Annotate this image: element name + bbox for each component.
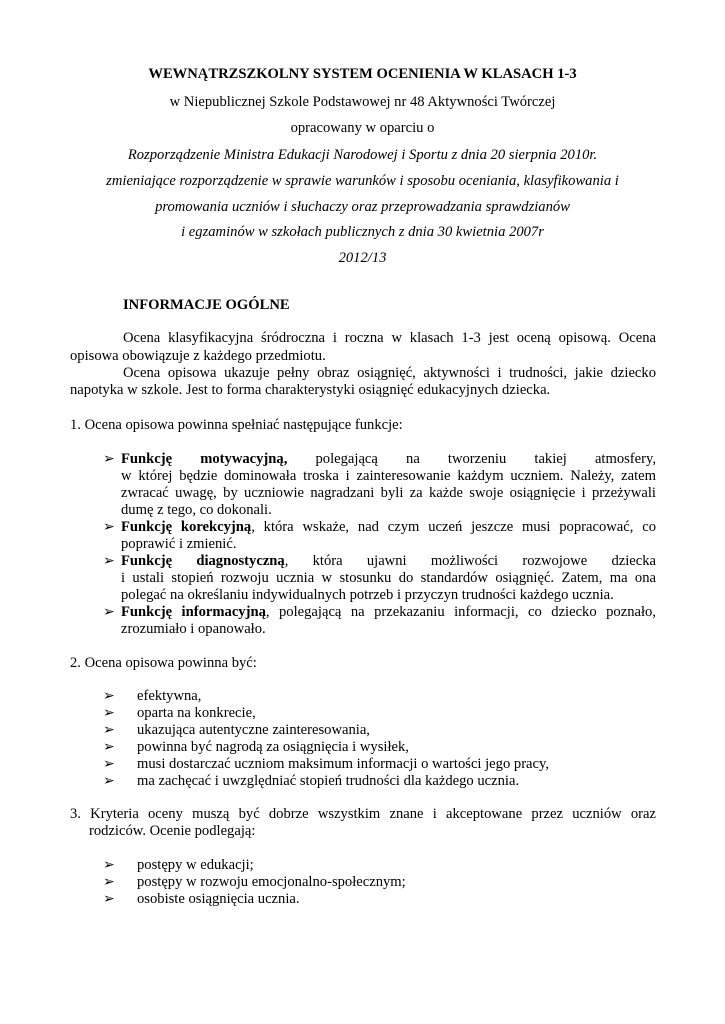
school-name: w Niepublicznej Szkole Podstawowej nr 48 Aktywności Twórczej	[169, 94, 556, 110]
arrow-bullet-icon: ➢	[103, 706, 115, 721]
point-3-heading-line-2: rodziców. Ocenie podlegają:	[89, 823, 256, 839]
function-motivational-line-1	[121, 451, 656, 469]
function-corrective-line-2: poprawić i zmienić.	[121, 536, 237, 552]
function-term: Funkcję diagnostyczną	[121, 553, 285, 569]
intro-line-1: Ocena klasyfikacyjna śródroczna i roczna w klasach 1-3 jest oceną opisową. Ocena	[123, 330, 656, 346]
document-title: WEWNĄTRZSZKOLNY SYSTEM OCENIENIA W KLASACH 1-3	[148, 66, 577, 82]
function-corrective-line-1	[121, 519, 656, 537]
function-diagnostic-line-2: i ustali stopień rozwoju ucznia w stosunku do standardów osiągnięć. Zatem, ma ona	[121, 570, 656, 586]
function-desc: polegającą na tworzeniu takiej atmosfery,	[315, 451, 657, 467]
arrow-bullet-icon: ➢	[103, 605, 115, 620]
function-diagnostic-line-1	[121, 553, 656, 571]
function-diagnostic-line-3: polegać na określaniu indywidualnych potrzeb i przyczyn trudności każdego ucznia.	[121, 587, 614, 603]
arrow-bullet-icon: ➢	[103, 858, 115, 873]
arrow-bullet-icon: ➢	[103, 875, 115, 890]
regulation-line-3: promowania uczniów i słuchaczy oraz przeprowadzania sprawdzianów	[155, 199, 570, 215]
function-desc: , która wskaże, nad czym uczeń jeszcze musi popracować, co	[251, 519, 656, 535]
intro-line-2: opisowa obowiązuje z każdego przedmiotu.	[70, 348, 326, 364]
function-desc: , która ujawni możliwości rozwojowe dziecka	[284, 553, 657, 569]
list-item: osobiste osiągnięcia ucznia.	[137, 891, 300, 907]
based-on-text: opracowany w oparciu o	[290, 120, 435, 136]
arrow-bullet-icon: ➢	[103, 689, 115, 704]
function-motivational-line-2: w której będzie dominowała troska i zainteresowanie każdym uczniem. Należy, zatem	[121, 468, 656, 484]
regulation-line-4: i egzaminów w szkołach publicznych z dnia 30 kwietnia 2007r	[181, 224, 544, 240]
arrow-bullet-icon: ➢	[103, 757, 115, 772]
function-motivational-line-4: dumę z tego, co dokonali.	[121, 502, 272, 518]
intro-line-3: Ocena opisowa ukazuje pełny obraz osiągnięć, aktywności i trudności, jakie dziecko	[123, 365, 656, 381]
point-1-heading: 1. Ocena opisowa powinna spełniać następujące funkcje:	[70, 417, 403, 433]
list-item: oparta na konkrecie,	[137, 705, 256, 721]
function-term: Funkcję informacyjną	[121, 604, 266, 620]
point-3-heading-line-1: 3. Kryteria oceny muszą być dobrze wszystkim znane i akceptowane przez uczniów oraz	[70, 806, 656, 822]
arrow-bullet-icon: ➢	[103, 774, 115, 789]
list-item: ma zachęcać i uwzględniać stopień trudności dla każdego ucznia.	[137, 773, 520, 789]
list-item: musi dostarczać uczniom maksimum informacji o wartości jego pracy,	[137, 756, 550, 772]
function-informational-line-1	[121, 604, 656, 622]
list-item: postępy w rozwoju emocjonalno-społecznym;	[137, 874, 406, 890]
list-item: ukazująca autentyczne zainteresowania,	[137, 722, 370, 738]
arrow-bullet-icon: ➢	[103, 723, 115, 738]
function-motivational-line-3: zwracać uwagę, by uczniowie nagradzani byli za każde swoje osiągnięcie i przeżywali	[121, 485, 656, 501]
regulation-line-1: Rozporządzenie Ministra Edukacji Narodowej i Sportu z dnia 20 sierpnia 2010r.	[127, 147, 598, 163]
function-term: Funkcję korekcyjną	[121, 519, 252, 535]
arrow-bullet-icon: ➢	[103, 892, 115, 907]
point-2-heading: 2. Ocena opisowa powinna być:	[70, 655, 257, 671]
arrow-bullet-icon: ➢	[103, 740, 115, 755]
function-informational-line-2: zrozumiało i opanowało.	[121, 621, 266, 637]
arrow-bullet-icon: ➢	[103, 554, 115, 569]
school-year: 2012/13	[338, 250, 387, 266]
section-heading: INFORMACJE OGÓLNE	[123, 297, 290, 313]
function-desc: , polegającą na przekazaniu informacji, co dziecko poznało,	[265, 604, 656, 620]
arrow-bullet-icon: ➢	[103, 452, 115, 467]
list-item: powinna być nagrodą za osiągnięcia i wysiłek,	[137, 739, 409, 755]
intro-line-4: napotyka w szkole. Jest to forma charakterystyki osiągnięć edukacyjnych dziecka.	[70, 382, 551, 398]
list-item: postępy w edukacji;	[137, 857, 254, 873]
function-term: Funkcję motywacyjną,	[121, 451, 288, 467]
regulation-line-2: zmieniające rozporządzenie w sprawie warunków i sposobu oceniania, klasyfikowania i	[106, 173, 619, 189]
list-item: efektywna,	[137, 688, 202, 704]
arrow-bullet-icon: ➢	[103, 520, 115, 535]
